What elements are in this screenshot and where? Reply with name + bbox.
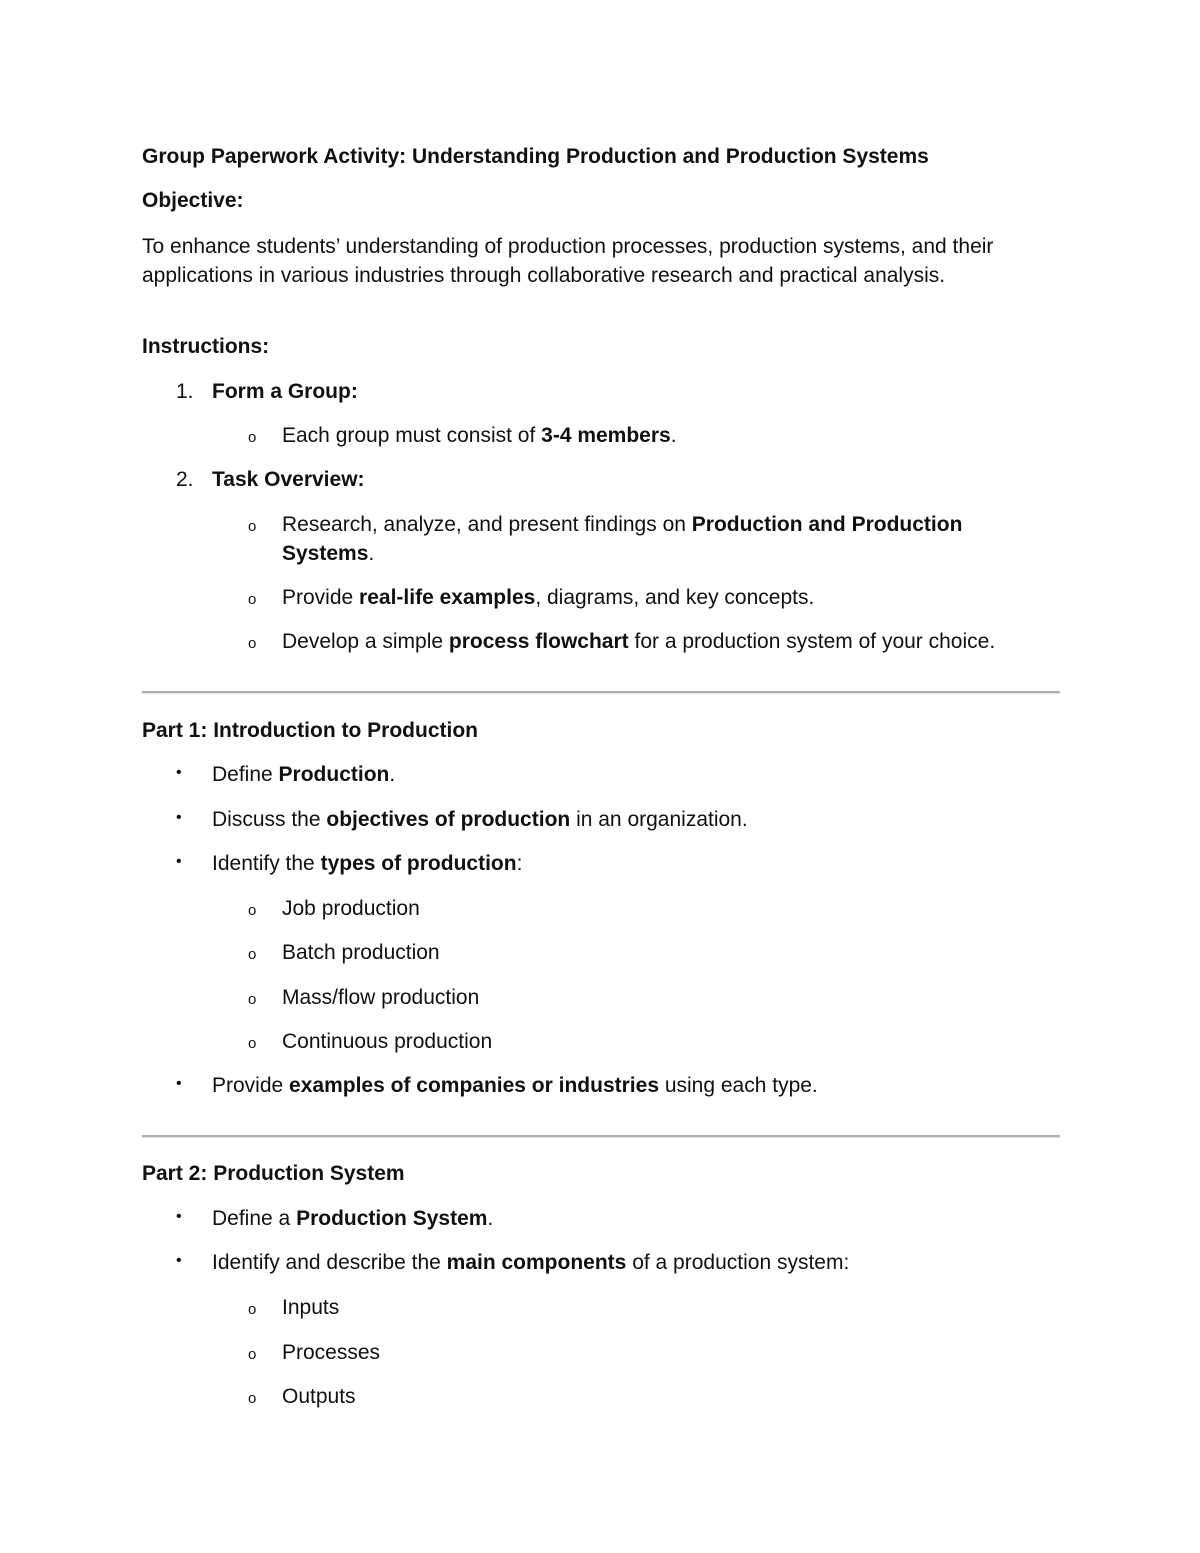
bullet-marker: •	[176, 1075, 182, 1092]
instruction-sub-item: Develop a simple process flowchart for a production system of your choice.	[282, 630, 996, 653]
instruction-label: Form a Group:	[212, 380, 358, 403]
document-title: Group Paperwork Activity: Understanding Production and Production Systems	[142, 145, 929, 168]
sub-bullet-marker: o	[248, 902, 257, 919]
instruction-number: 1.	[176, 380, 194, 403]
instruction-sub-item: Each group must consist of 3-4 members.	[282, 424, 677, 447]
objective-heading: Objective:	[142, 189, 244, 212]
sub-bullet-marker: o	[248, 1346, 257, 1363]
part2-bullet: Identify and describe the main components of a production system:	[212, 1251, 850, 1274]
component-item: Outputs	[282, 1385, 356, 1408]
part1-bullet: Identify the types of production:	[212, 852, 523, 875]
instruction-label: Task Overview:	[212, 468, 365, 491]
bullet-marker: •	[176, 1252, 182, 1269]
production-type-item: Continuous production	[282, 1030, 493, 1053]
instruction-number: 2.	[176, 468, 194, 491]
component-item: Processes	[282, 1341, 381, 1364]
part1-bullet: Define Production.	[212, 763, 396, 786]
part2-heading: Part 2: Production System	[142, 1162, 405, 1185]
sub-bullet-marker: o	[248, 429, 257, 446]
sub-bullet-marker: o	[248, 1301, 257, 1318]
bullet-marker: •	[176, 1208, 182, 1225]
sub-bullet-marker: o	[248, 591, 257, 608]
sub-bullet-marker: o	[248, 635, 257, 652]
instruction-sub-item: Research, analyze, and present findings on Production and Production Systems.	[282, 513, 963, 565]
instructions-heading: Instructions:	[142, 335, 270, 358]
section-divider	[142, 1135, 1060, 1138]
part1-bullet: Provide examples of companies or industries using each type.	[212, 1074, 818, 1097]
sub-bullet-marker: o	[248, 946, 257, 963]
production-type-item: Mass/flow production	[282, 986, 480, 1009]
bullet-marker: •	[176, 764, 182, 781]
production-type-item: Batch production	[282, 941, 440, 964]
part1-bullet: Discuss the objectives of production in an organization.	[212, 808, 748, 831]
bullet-marker: •	[176, 853, 182, 870]
objective-text: To enhance students’ understanding of production processes, production systems, and their applications in various industries through collaborative research and practical analysis.	[142, 235, 994, 287]
section-divider	[142, 691, 1060, 694]
sub-bullet-marker: o	[248, 1035, 257, 1052]
instruction-sub-item: Provide real-life examples, diagrams, and key concepts.	[282, 586, 815, 609]
sub-bullet-marker: o	[248, 1390, 257, 1407]
bullet-marker: •	[176, 809, 182, 826]
production-type-item: Job production	[282, 897, 420, 920]
part1-heading: Part 1: Introduction to Production	[142, 719, 478, 742]
sub-bullet-marker: o	[248, 518, 257, 535]
component-item: Inputs	[282, 1296, 340, 1319]
part2-bullet: Define a Production System.	[212, 1207, 494, 1230]
sub-bullet-marker: o	[248, 991, 257, 1008]
